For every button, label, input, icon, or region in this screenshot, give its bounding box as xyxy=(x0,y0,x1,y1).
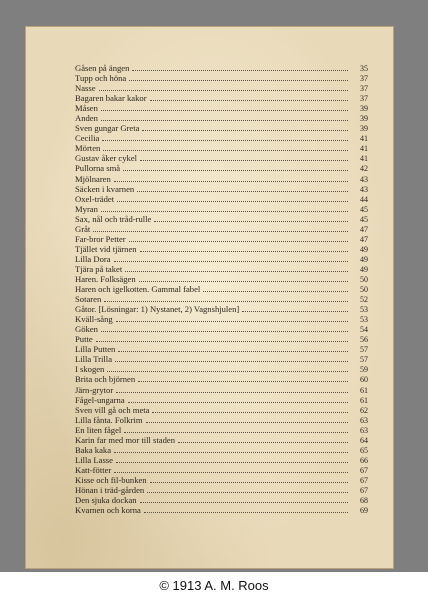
entry-title: Karin far med mor till staden xyxy=(75,434,175,445)
toc-entry xyxy=(75,495,368,505)
entry-page-number: 67 xyxy=(360,485,368,495)
entry-title: Lilla Trilla xyxy=(75,354,113,365)
toc-entry xyxy=(75,475,368,485)
dot-leader xyxy=(152,412,348,413)
dot-leader xyxy=(114,452,348,453)
dot-leader xyxy=(123,170,348,171)
entry-title: Gråt xyxy=(75,223,91,234)
dot-leader xyxy=(132,70,348,71)
dot-leader xyxy=(114,261,348,262)
entry-title: Brita och björnen xyxy=(75,374,136,385)
dot-leader xyxy=(116,392,348,393)
toc-entry xyxy=(75,73,368,83)
entry-title: Lilla fånta. Folkrim xyxy=(75,414,143,425)
entry-title: Nasse xyxy=(75,83,96,94)
dot-leader xyxy=(115,361,348,362)
entry-title: I skogen xyxy=(75,364,105,375)
dot-leader xyxy=(139,281,348,282)
entry-title: Haren. Folksägen xyxy=(75,273,136,284)
entry-page-number: 37 xyxy=(360,94,368,104)
entry-page-number: 63 xyxy=(360,425,368,435)
entry-page-number: 65 xyxy=(360,445,368,455)
dot-leader xyxy=(144,512,348,513)
entry-page-number: 49 xyxy=(360,244,368,254)
entry-page-number: 44 xyxy=(360,194,368,204)
entry-title: Lilla Lasse xyxy=(75,454,113,465)
dot-leader xyxy=(102,140,348,141)
entry-page-number: 53 xyxy=(360,315,368,325)
entry-title: Tjället vid tjärnen xyxy=(75,243,137,254)
toc-entry xyxy=(75,204,368,214)
dot-leader xyxy=(150,482,348,483)
dot-leader xyxy=(104,301,348,302)
entry-title: Måsen xyxy=(75,103,98,114)
entry-title: Pullorna små xyxy=(75,163,121,174)
toc-entry xyxy=(75,254,368,264)
entry-title: Cecilia xyxy=(75,133,100,144)
dot-leader xyxy=(129,80,348,81)
entry-title: Oxel-trädet xyxy=(75,193,115,204)
toc-entry xyxy=(75,274,368,284)
toc-entry xyxy=(75,344,368,354)
dot-leader xyxy=(99,90,348,91)
toc-entry xyxy=(75,133,368,143)
entry-title: Sven gungar Greta xyxy=(75,123,140,134)
entry-title: Baka kaka xyxy=(75,444,112,455)
dot-leader xyxy=(114,181,348,182)
toc-entry xyxy=(75,153,368,163)
toc-entry xyxy=(75,143,368,153)
entry-title: Bagaren bakar kakor xyxy=(75,93,147,104)
dot-leader xyxy=(150,100,348,101)
entry-title: Järn-grytor xyxy=(75,384,114,395)
toc-entry xyxy=(75,194,368,204)
entry-page-number: 49 xyxy=(360,264,368,274)
entry-page-number: 50 xyxy=(360,274,368,284)
toc-entry xyxy=(75,425,368,435)
dot-leader xyxy=(125,271,348,272)
entry-page-number: 61 xyxy=(360,395,368,405)
dot-leader xyxy=(140,251,348,252)
dot-leader xyxy=(114,472,348,473)
dot-leader xyxy=(101,331,348,332)
entry-title: En liten fågel xyxy=(75,424,122,435)
dot-leader xyxy=(140,160,348,161)
entry-title: Tjära på taket xyxy=(75,263,123,274)
dot-leader xyxy=(203,291,348,292)
entry-page-number: 57 xyxy=(360,355,368,365)
entry-title: Gustav åker cykel xyxy=(75,153,138,164)
entry-title: Gåsen på ängen xyxy=(75,63,130,73)
entry-title: Myran xyxy=(75,203,98,214)
dot-leader xyxy=(129,241,348,242)
dot-leader xyxy=(101,110,348,111)
entry-page-number: 47 xyxy=(360,234,368,244)
toc-entry xyxy=(75,405,368,415)
copyright-caption: © 1913 A. M. Roos xyxy=(159,578,269,593)
toc-entry xyxy=(75,395,368,405)
toc-entry xyxy=(75,113,368,123)
entry-page-number: 60 xyxy=(360,375,368,385)
entry-title: Sotaren xyxy=(75,294,102,305)
dot-leader xyxy=(103,150,348,151)
entry-title: Göken xyxy=(75,324,98,335)
table-of-contents xyxy=(75,63,368,515)
entry-page-number: 41 xyxy=(360,144,368,154)
toc-entry xyxy=(75,284,368,294)
dot-leader xyxy=(116,321,348,322)
entry-page-number: 37 xyxy=(360,74,368,84)
dot-leader xyxy=(142,130,348,131)
entry-page-number: 62 xyxy=(360,405,368,415)
toc-entry xyxy=(75,103,368,113)
dot-leader xyxy=(137,191,348,192)
entry-page-number: 39 xyxy=(360,114,368,124)
toc-entry xyxy=(75,415,368,425)
toc-entry xyxy=(75,385,368,395)
toc-entry xyxy=(75,455,368,465)
entry-page-number: 61 xyxy=(360,385,368,395)
dot-leader xyxy=(101,211,348,212)
toc-entry xyxy=(75,485,368,495)
toc-entry xyxy=(75,174,368,184)
entry-page-number: 39 xyxy=(360,104,368,114)
toc-entry xyxy=(75,184,368,194)
entry-page-number: 67 xyxy=(360,475,368,485)
dot-leader xyxy=(147,492,348,493)
entry-page-number: 59 xyxy=(360,365,368,375)
dot-leader xyxy=(138,381,348,382)
entry-title: Haren och igelkotten. Gammal fabel xyxy=(75,284,201,295)
toc-entry xyxy=(75,294,368,304)
entry-title: Fågel-ungarna xyxy=(75,394,125,405)
entry-title: Kväll-sång xyxy=(75,314,113,325)
entry-title: Säcken i kvarnen xyxy=(75,183,135,194)
toc-entry xyxy=(75,505,368,515)
entry-title: Kisse och fil-bunken xyxy=(75,474,147,485)
entry-page-number: 45 xyxy=(360,204,368,214)
toc-entry xyxy=(75,244,368,254)
toc-entry xyxy=(75,234,368,244)
entry-page-number: 35 xyxy=(360,64,368,73)
dot-leader xyxy=(93,231,348,232)
entry-title: Kvarnen och korna xyxy=(75,505,141,516)
toc-entry xyxy=(75,435,368,445)
entry-title: Lilla Dora xyxy=(75,253,111,264)
entry-title: Gåtor. [Lösningar: 1) Nystanet, 2) Vagnshjulen] xyxy=(75,304,240,315)
entry-page-number: 45 xyxy=(360,214,368,224)
dot-leader xyxy=(107,371,348,372)
dot-leader xyxy=(128,402,348,403)
entry-title: Den sjuka dockan xyxy=(75,495,137,506)
entry-page-number: 47 xyxy=(360,224,368,234)
toc-entry xyxy=(75,123,368,133)
entry-page-number: 39 xyxy=(360,124,368,134)
entry-page-number: 49 xyxy=(360,254,368,264)
dot-leader xyxy=(124,432,348,433)
entry-title: Katt-fötter xyxy=(75,464,112,475)
toc-entry xyxy=(75,334,368,344)
entry-title: Hönan i träd-gården xyxy=(75,484,145,495)
dot-leader xyxy=(146,422,348,423)
toc-entry xyxy=(75,214,368,224)
entry-title: Sax, nål och tråd-rulle xyxy=(75,213,152,224)
toc-entry xyxy=(75,93,368,103)
entry-page-number: 41 xyxy=(360,154,368,164)
toc-entry xyxy=(75,163,368,173)
entry-page-number: 68 xyxy=(360,496,368,506)
entry-title: Far-bror Petter xyxy=(75,233,126,244)
dot-leader xyxy=(140,502,348,503)
toc-entry xyxy=(75,445,368,455)
entry-page-number: 69 xyxy=(360,506,368,516)
dot-leader xyxy=(116,462,348,463)
dot-leader xyxy=(118,351,348,352)
entry-page-number: 67 xyxy=(360,465,368,475)
toc-entry xyxy=(75,314,368,324)
entry-title: Putte xyxy=(75,334,93,345)
entry-page-number: 50 xyxy=(360,285,368,295)
dot-leader xyxy=(154,221,348,222)
entry-page-number: 43 xyxy=(360,174,368,184)
toc-entry xyxy=(75,304,368,314)
entry-page-number: 52 xyxy=(360,295,368,305)
entry-page-number: 57 xyxy=(360,345,368,355)
dot-leader xyxy=(101,120,348,121)
toc-entry xyxy=(75,465,368,475)
entry-title: Lilla Putten xyxy=(75,344,116,355)
entry-page-number: 43 xyxy=(360,184,368,194)
entry-page-number: 66 xyxy=(360,455,368,465)
entry-title: Anden xyxy=(75,113,98,124)
toc-entry xyxy=(75,63,368,73)
entry-title: Mjölnaren xyxy=(75,173,111,184)
toc-entry xyxy=(75,264,368,274)
entry-title: Tupp och höna xyxy=(75,73,127,84)
entry-title: Mörten xyxy=(75,143,101,154)
entry-title: Sven vill gå och meta xyxy=(75,404,150,415)
dot-leader xyxy=(117,201,348,202)
dot-leader xyxy=(96,341,348,342)
dot-leader xyxy=(242,311,348,312)
book-page xyxy=(25,26,394,569)
toc-entry xyxy=(75,354,368,364)
entry-page-number: 42 xyxy=(360,164,368,174)
entry-page-number: 64 xyxy=(360,435,368,445)
entry-page-number: 41 xyxy=(360,134,368,144)
entry-page-number: 53 xyxy=(360,305,368,315)
entry-page-number: 56 xyxy=(360,335,368,345)
toc-entry xyxy=(75,324,368,334)
dot-leader xyxy=(178,442,348,443)
entry-page-number: 54 xyxy=(360,325,368,335)
toc-entry xyxy=(75,374,368,384)
toc-entry xyxy=(75,224,368,234)
entry-page-number: 37 xyxy=(360,84,368,94)
entry-page-number: 63 xyxy=(360,415,368,425)
toc-entry xyxy=(75,83,368,93)
toc-entry xyxy=(75,364,368,374)
